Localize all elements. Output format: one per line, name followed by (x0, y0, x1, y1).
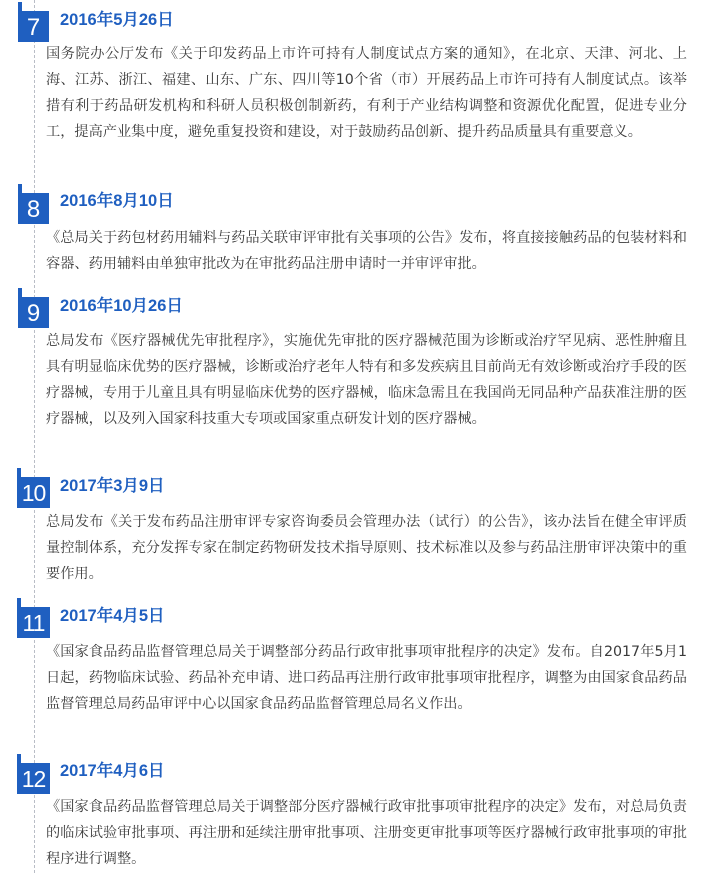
entry-text: 总局发布《关于发布药品注册审评专家咨询委员会管理办法（试行）的公告》，该办法旨在健全审评质量控制体系，充分发挥专家在制定药物研发技术指导原则、技术标准以及参与药品注册审评决策中的重要作用。 (46, 514, 687, 582)
timeline-dashed-line (34, 0, 35, 873)
entry-date: 2017年4月6日 (60, 762, 165, 780)
entry-text: 总局发布《医疗器械优先审批程序》，实施优先审批的医疗器械范围为诊断或治疗罕见病、恶性肿瘤且具有明显临床优势的医疗器械，诊断或治疗老年人特有和多发疾病且目前尚无有效诊断或治疗手段的医疗器械，专用于儿童且具有明显临床优势的医疗器械，临床急需且在我国尚无同品种产品获准注册的医疗器械，以及列入国家科技重大专项或国家重点研发计划的医疗器械。 (46, 333, 687, 427)
entry-date: 2016年10月26日 (60, 297, 183, 315)
entry-text: 国务院办公厅发布《关于印发药品上市许可持有人制度试点方案的通知》，在北京、天津、河北、上海、江苏、浙江、福建、山东、广东、四川等10个省（市）开展药品上市许可持有人制度试点。该举措有利于药品研发机构和科研人员积极创制新药，有利于产业结构调整和资源优化配置，促进专业分工，提高产业集中度，避免重复投资和建设，对于鼓励药品创新、提升药品质量具有重要意义。 (46, 46, 687, 140)
entry-date: 2017年3月9日 (60, 477, 165, 495)
entry-number-badge: 12 (17, 763, 50, 794)
entry-number-badge: 11 (17, 607, 50, 638)
entry-date: 2016年8月10日 (60, 192, 174, 210)
entry-text: 《总局关于药包材药用辅料与药品关联审评审批有关事项的公告》发布，将直接接触药品的包装材料和容器、药用辅料由单独审批改为在审批药品注册申请时一并审评审批。 (46, 230, 687, 272)
entry-number-badge: 8 (18, 193, 49, 224)
entry-number-badge: 9 (18, 297, 49, 328)
entry-number-badge: 10 (17, 477, 50, 508)
entry-number-badge: 7 (18, 11, 49, 42)
entry-text: 《国家食品药品监督管理总局关于调整部分医疗器械行政审批事项审批程序的决定》发布，对总局负责的临床试验审批事项、再注册和延续注册审批事项、注册变更审批事项等医疗器械行政审批事项的审批程序进行调整。 (46, 799, 687, 867)
entry-date: 2017年4月5日 (60, 607, 165, 625)
entry-text: 《国家食品药品监督管理总局关于调整部分药品行政审批事项审批程序的决定》发布。自2017年5月1日起，药物临床试验、药品补充申请、进口药品再注册行政审批事项审批程序，调整为由国家食品药品监督管理总局药品审评中心以国家食品药品监督管理总局名义作出。 (46, 644, 687, 712)
entry-date: 2016年5月26日 (60, 11, 174, 29)
